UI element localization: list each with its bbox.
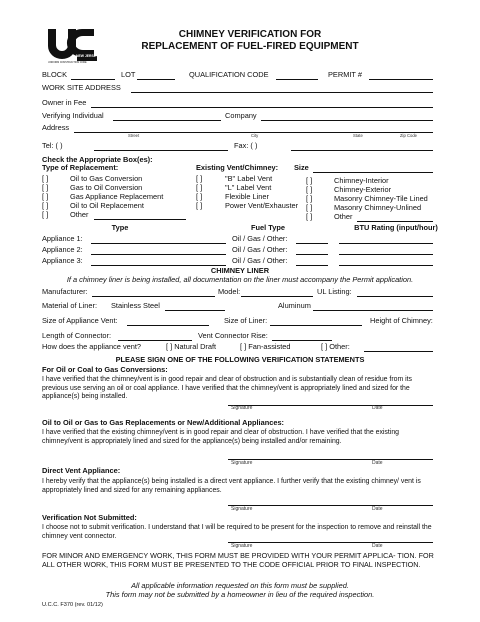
checkbox[interactable]: [ ] — [306, 203, 313, 212]
checkbox[interactable]: [ ] — [306, 212, 313, 221]
form-id: U.C.C. F370 (rev. 01/12) — [42, 602, 103, 608]
state-caption: State — [353, 133, 363, 138]
chimney-liner-heading: CHIMNEY LINER — [210, 266, 270, 275]
signature-line-3[interactable] — [228, 504, 433, 506]
footer-note-2: This form may not be submitted by a homeowner in lieu of the required inspection. — [105, 590, 375, 599]
permit-label: PERMIT # — [328, 70, 362, 79]
chimney-item: Chimney-Interior — [334, 176, 389, 185]
size-liner-field[interactable] — [270, 316, 362, 326]
logo-subtitle-2: UNIFORM CONSTRUCTION CODE — [48, 61, 87, 64]
chimney-item: Masonry Chimney-Tile Lined — [334, 194, 428, 203]
vent-method-label: How does the appliance vent? — [42, 342, 142, 351]
replacement-other-field[interactable] — [94, 210, 186, 220]
verifying-field[interactable] — [113, 111, 221, 121]
street-caption: Street — [128, 133, 140, 138]
connector-length-field[interactable] — [118, 331, 192, 341]
signature-caption-2: Signature — [231, 460, 253, 466]
appliance-1-fuel-field[interactable] — [296, 234, 328, 244]
date-caption-2: Date — [372, 460, 383, 466]
replacement-item: Oil to Oil Replacement — [70, 201, 144, 210]
chimney-item: Other — [334, 212, 353, 221]
size-vent-label: Size of Appliance Vent: — [42, 316, 118, 325]
chimney-other-field[interactable] — [357, 212, 433, 222]
checkbox[interactable]: [ ] — [196, 183, 203, 192]
section-text-1: I have verified that the chimney/vent is in good repair and clear of obstruction and is substantially clean of residue from its previous use serving an oil or coal appliance. I have verified that the chimney/vent is appropriately lined and sized for the appliance(s) being installed. — [42, 376, 412, 401]
ucc-logo — [46, 26, 98, 66]
section-title-2: Oil to Oil or Gas to Gas Replacements or New/Additional Appliances: — [42, 418, 285, 427]
connector-length-label: Length of Connector: — [42, 331, 112, 340]
appliance-3-label: Appliance 3: — [42, 256, 83, 265]
replacement-heading: Type of Replacement: — [42, 163, 119, 172]
appliance-1-btu-field[interactable] — [339, 234, 433, 244]
fax-field[interactable] — [291, 141, 433, 151]
section-title-1: For Oil or Coal to Gas Conversions: — [42, 365, 168, 374]
chimney-item: Masonry Chimney-Unlined — [334, 203, 422, 212]
aluminum-field[interactable] — [313, 301, 433, 311]
appliance-2-type-field[interactable] — [91, 245, 226, 255]
tel-field[interactable] — [94, 141, 228, 151]
city-caption: City — [251, 133, 259, 138]
size-liner-label: Size of Liner: — [224, 316, 268, 325]
appliance-1-fuel-label: Oil / Gas / Other: — [232, 234, 288, 243]
replacement-item: Oil to Gas Conversion — [70, 174, 143, 183]
size-heading: Size — [294, 163, 309, 172]
checkbox[interactable]: [ ] — [42, 210, 49, 219]
section-text-2: I have verified that the existing chimney/vent is in good repair and clear of obstruction. I have verified that the existing chimney/vent is appropriately lined and sized for the appliance(s) being installed and/or remaining. — [42, 429, 399, 445]
block-field[interactable] — [71, 70, 115, 80]
tel-label: Tel: ( ) — [42, 141, 63, 150]
checkbox[interactable]: [ ] — [196, 201, 203, 210]
checkbox[interactable]: [ ] — [42, 174, 49, 183]
checkbox[interactable]: [ ] — [306, 194, 313, 203]
work-site-label: WORK SITE ADDRESS — [42, 83, 121, 92]
appliance-2-fuel-label: Oil / Gas / Other: — [232, 245, 288, 254]
zip-caption: Zip Code — [400, 133, 417, 138]
sign-heading: PLEASE SIGN ONE OF THE FOLLOWING VERIFICATION STATEMENTS — [115, 355, 365, 364]
replacement-item: Gas Appliance Replacement — [70, 192, 164, 201]
checkbox[interactable]: [ ] — [42, 183, 49, 192]
fan-assisted-option[interactable]: [ ] Fan-assisted — [240, 342, 291, 351]
owner-field[interactable] — [91, 98, 433, 108]
signature-caption-3: Signature — [231, 506, 253, 512]
logo-subtitle: NEW JERSEY — [76, 54, 99, 58]
connector-rise-field[interactable] — [272, 331, 332, 341]
checkbox[interactable]: [ ] — [196, 174, 203, 183]
chimney-liner-note: If a chimney liner is being installed, all documentation on the liner must accompany the Permit application. — [66, 275, 414, 284]
size-field[interactable] — [313, 163, 433, 173]
footer-note-1: All applicable information requested on this form must be supplied. — [131, 581, 349, 590]
manufacturer-field[interactable] — [92, 287, 215, 297]
vent-item: Power Vent/Exhauster — [225, 201, 299, 210]
company-field[interactable] — [261, 111, 433, 121]
permit-field[interactable] — [369, 70, 433, 80]
appliance-1-type-field[interactable] — [91, 234, 226, 244]
lot-label: LOT — [121, 70, 136, 79]
signature-line-4[interactable] — [228, 541, 433, 543]
signature-line-1[interactable] — [228, 404, 433, 406]
other-vent-field[interactable] — [364, 342, 433, 352]
ucc-logo-mark — [46, 26, 98, 66]
vent-item: "B" Label Vent — [225, 174, 273, 183]
qualification-code-label: QUALIFICATION CODE — [189, 70, 269, 79]
section-title-3: Direct Vent Appliance: — [42, 466, 121, 475]
work-site-field[interactable] — [131, 83, 433, 93]
aluminum-option: Aluminum — [278, 301, 311, 310]
form-title-line1: CHIMNEY VERIFICATION FOR — [178, 29, 322, 40]
btu-column-header: BTU Rating (input/hour) — [354, 223, 438, 232]
material-label: Material of Liner: — [42, 301, 98, 310]
chimney-item: Chimney-Exterior — [334, 185, 392, 194]
replacement-item: Other — [70, 210, 89, 219]
company-label: Company — [225, 111, 257, 120]
other-vent-option[interactable]: [ ] Other: — [321, 342, 350, 351]
address-label: Address — [42, 123, 70, 132]
appliance-2-btu-field[interactable] — [339, 245, 433, 255]
existing-vent-heading: Existing Vent/Chimney: — [196, 163, 279, 172]
section-title-4: Verification Not Submitted: — [42, 513, 137, 522]
ul-listing-field[interactable] — [357, 287, 433, 297]
signature-caption-4: Signature — [231, 543, 253, 549]
appliance-3-type-field[interactable] — [91, 256, 226, 266]
section-text-3: I hereby verify that the appliance(s) being installed is a direct vent appliance. I further verify that the existing chimney/ vent is appropriately lined and sized for any remaining appliances. — [42, 478, 421, 494]
checkbox[interactable]: [ ] — [196, 192, 203, 201]
date-caption-4: Date — [372, 543, 383, 549]
signature-caption-1: Signature — [231, 405, 253, 411]
natural-draft-option[interactable]: [ ] Natural Draft — [166, 342, 217, 351]
section-text-4: I choose not to submit verification. I understand that I will be required to be present for the inspection to remove and reinstall the chimney vent connector. — [42, 524, 432, 540]
model-field[interactable] — [241, 287, 313, 297]
checkbox[interactable]: [ ] — [306, 176, 313, 185]
size-vent-field[interactable] — [127, 316, 209, 326]
checkbox[interactable]: [ ] — [306, 185, 313, 194]
fuel-column-header: Fuel Type — [251, 223, 285, 232]
height-label: Height of Chimney: — [370, 316, 433, 325]
date-caption-3: Date — [372, 506, 383, 512]
checkbox[interactable]: [ ] — [42, 192, 49, 201]
check-heading: Check the Appropriate Box(es): — [42, 155, 153, 164]
appliance-2-fuel-field[interactable] — [296, 245, 328, 255]
lot-field[interactable] — [137, 70, 175, 80]
vent-item: Flexible Liner — [225, 192, 269, 201]
address-field[interactable] — [74, 123, 433, 133]
manufacturer-label: Manufacturer: — [42, 287, 88, 296]
appliance-3-fuel-label: Oil / Gas / Other: — [232, 256, 288, 265]
emergency-notice: FOR MINOR AND EMERGENCY WORK, THIS FORM MUST BE PROVIDED WITH YOUR PERMIT APPLICA- TION. FOR ALL OTHER WORK, THIS FORM MUST BE PRESENTED TO THE CODE OFFICIAL PRIOR TO FINAL INSPECTION. — [42, 551, 434, 569]
signature-line-2[interactable] — [228, 458, 433, 460]
fax-label: Fax: ( ) — [234, 141, 258, 150]
appliance-2-label: Appliance 2: — [42, 245, 83, 254]
appliance-3-btu-field[interactable] — [339, 256, 433, 266]
appliance-1-label: Appliance 1: — [42, 234, 83, 243]
verifying-label: Verifying Individual — [42, 111, 104, 120]
form-title-line2: REPLACEMENT OF FUEL-FIRED EQUIPMENT — [141, 41, 359, 52]
appliance-3-fuel-field[interactable] — [296, 256, 328, 266]
vent-item: "L" Label Vent — [225, 183, 272, 192]
stainless-steel-option: Stainless Steel — [111, 301, 160, 310]
type-column-header: Type — [111, 223, 129, 232]
qualification-code-field[interactable] — [276, 70, 318, 80]
stainless-steel-field[interactable] — [165, 301, 225, 311]
model-label: Model: — [218, 287, 241, 296]
connector-rise-label: Vent Connector Rise: — [198, 331, 268, 340]
owner-label: Owner in Fee — [42, 98, 87, 107]
date-caption-1: Date — [372, 405, 383, 411]
ul-listing-label: UL Listing: — [317, 287, 352, 296]
checkbox[interactable]: [ ] — [42, 201, 49, 210]
block-label: BLOCK — [42, 70, 68, 79]
replacement-item: Gas to Oil Conversion — [70, 183, 143, 192]
